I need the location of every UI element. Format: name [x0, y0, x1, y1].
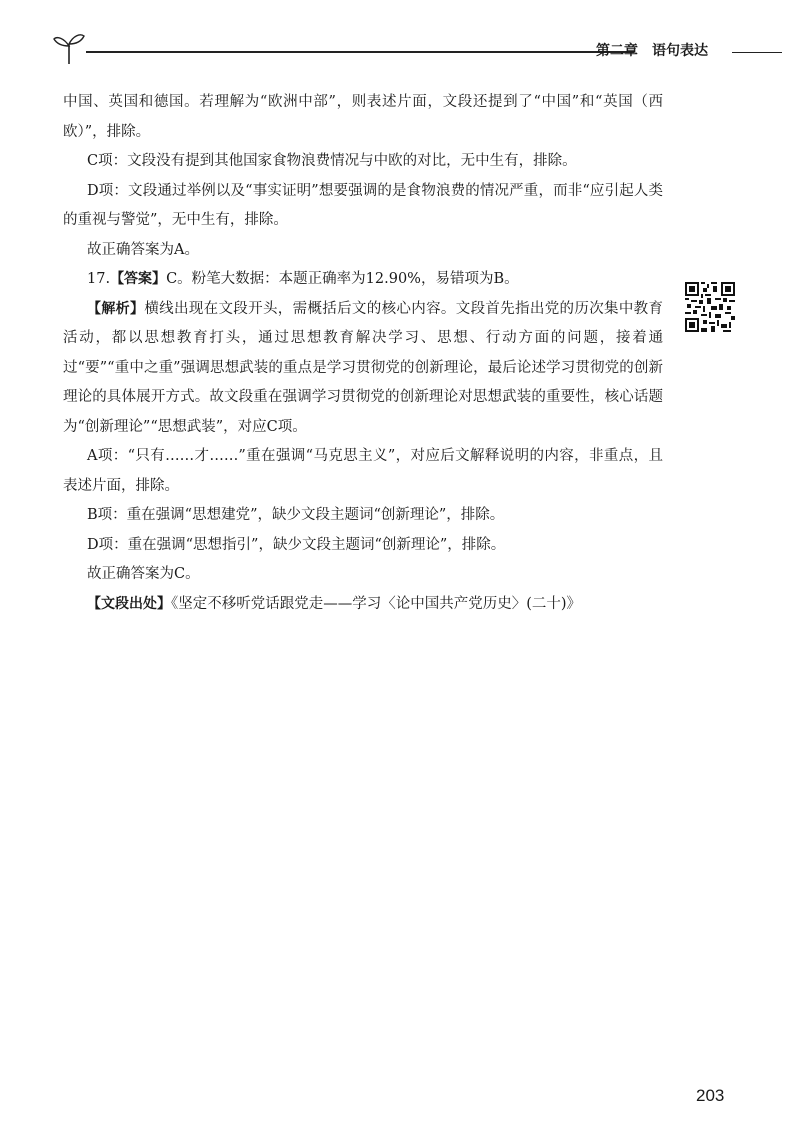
- answer-label: 【答案】: [110, 271, 167, 287]
- qr-code-icon: [685, 282, 735, 332]
- page-header: [40, 28, 775, 68]
- option-d-analysis: D项：文段通过举例以及“事实证明”想要强调的是食物浪费的情况严重，而非“应引起人类的重视与警觉”，无中生有，排除。: [63, 182, 663, 228]
- option-d2-analysis: D项：重在强调“思想指引”，缺少文段主题词“创新理论”，排除。: [87, 536, 506, 553]
- section-label: 语句表达: [652, 43, 708, 59]
- analysis-label: 【解析】: [87, 300, 145, 317]
- answer-text: C。粉笔大数据：本题正确率为12.90%，易错项为B。: [166, 271, 519, 287]
- sprout-icon: [52, 30, 86, 66]
- answer-conclusion: 故正确答案为A。: [87, 241, 199, 258]
- chapter-label: 第二章: [596, 43, 638, 59]
- header-rule-right: [732, 52, 782, 53]
- paragraph-continuation: 中国、英国和德国。若理解为“欧洲中部”，则表述片面，文段还提到了“中国”和“英国（西欧）”，排除。: [63, 94, 663, 140]
- question-number: 17.: [87, 271, 111, 287]
- source-citation: [63, 590, 663, 620]
- source-text: 《坚定不移听党话跟党走——学习〈论中国共产党历史〉(二十)》: [171, 595, 582, 612]
- header-rule-left: [86, 51, 634, 53]
- source-label: 【文段出处】: [87, 595, 171, 612]
- page-number: 203: [696, 1086, 725, 1105]
- option-a-analysis: A项：“只有……才……”重在强调“马克思主义”，对应后文解释说明的内容，非重点，且表述片面，排除。: [63, 448, 663, 494]
- question-17-answer: [63, 265, 663, 295]
- option-b-analysis: B项：重在强调“思想建党”，缺少文段主题词“创新理论”，排除。: [87, 507, 505, 523]
- chapter-heading: [596, 40, 708, 60]
- analysis-text: 横线出现在文段开头，需概括后文的核心内容。文段首先指出党的历次集中教育活动，都以思想教育打头，通过思想教育解决学习、思想、行动方面的问题，接着通过“要”“重中之重”强调思想武装的重点是学习贯彻党的创新理论，最后论述学习贯彻党的创新理论的具体展开方式。故文段重在强调学习贯彻党的创新理论对思想武装的重要性，核心话题为“创新理论”“思想武装”，对应C项。: [63, 300, 664, 435]
- page-content: [63, 88, 663, 619]
- option-c-analysis: C项：文段没有提到其他国家食物浪费情况与中欧的对比，无中生有，排除。: [87, 153, 577, 169]
- question-17-analysis: [63, 295, 663, 443]
- answer-conclusion-2: 故正确答案为C。: [87, 566, 200, 582]
